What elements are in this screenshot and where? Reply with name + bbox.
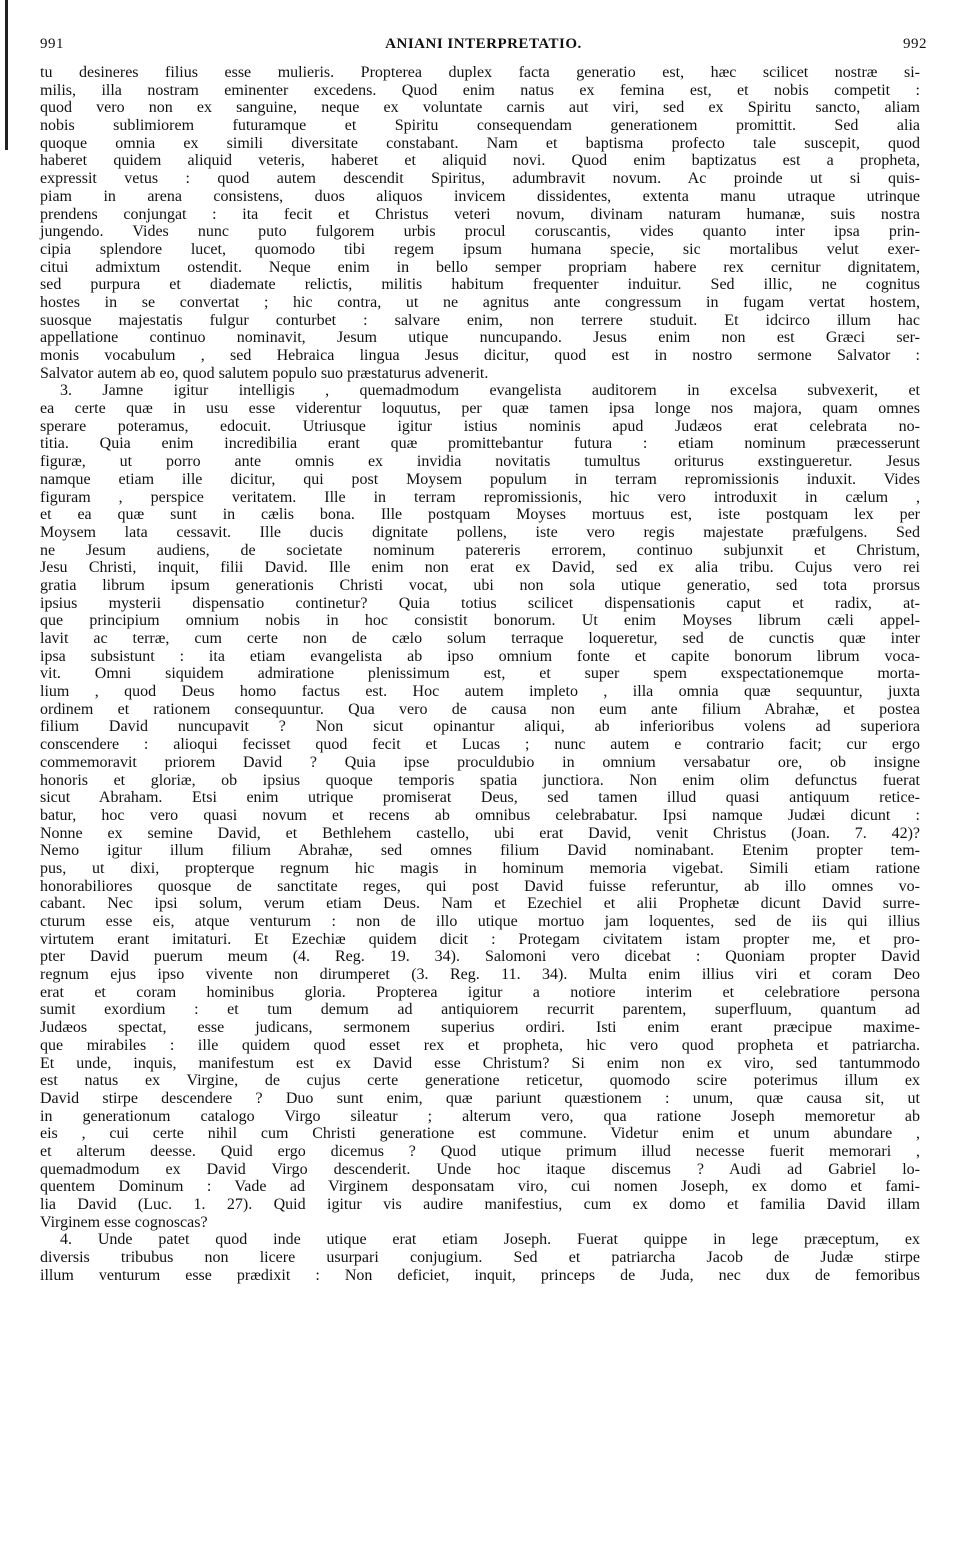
text-line: figuram , perspice veritatem. Ille in terram repromissionis, hic vero introduxit in cælum , (40, 488, 920, 506)
text-line: que mirabiles : ille quidem quod esset rex et propheta, hic vero quod propheta et patriarcha. (40, 1036, 920, 1054)
text-line: ne Jesum audiens, de societate nominum patereris errorem, continuo subjunxit et Christum, (40, 541, 920, 559)
text-line: Salvator autem ab eo, quod salutem populo suo præstaturus advenerit. (40, 364, 489, 382)
text-line: tu desineres filius esse mulieris. Propterea duplex facta generatio est, hæc scilicet nostræ si- (40, 64, 920, 81)
text-line: cipia splendore lucet, quomodo tibi regem ipsum humana specie, sic mortalibus velut exer- (40, 240, 920, 258)
text-line: 3. Jamne igitur intelligis , quemadmodum evangelista auditorem in excelsa subvexerit, et (60, 382, 920, 400)
text-line: ipsius mysterii dispensatio continetur? Quia totius scilicet dispensationis caput et radix, at- (40, 594, 920, 612)
text-line: Judæos spectat, esse judicans, sermonem superius ordiri. Isti enim erant præcipue maxime- (40, 1019, 920, 1037)
text-line: namque etiam ille dicitur, qui post Moysem populum in terram repromissionis induxit. Vides (40, 470, 920, 488)
text-line: regnum ejus ipso vivente non dirumperet (3. Reg. 11. 34). Multa enim illius viri et coram Deo (40, 966, 920, 984)
page-number-left: 991 (40, 36, 64, 52)
text-line: que principium omnium nobis in hoc consistit bonorum. Ut enim Moyses librum cæli appel- (40, 612, 920, 630)
text-line: eis , cui certe nihil cum Christi generatione est commune. Videtur enim et unum abundare , (40, 1125, 920, 1143)
text-line: titia. Quia enim incredibilia erant quæ promittebantur futura : etiam nominum præcesserunt (40, 435, 920, 453)
text-line: Et unde, inquis, manifestum est ex David esse Christum? Si enim non ex viro, sed tantummodo (40, 1054, 920, 1072)
page-number-right: 992 (903, 36, 927, 52)
text-line: figuræ, ut porro ante omnis ex invidia novitatis tumultus oriturus exstingueretur. Jesus (40, 453, 920, 471)
left-margin-rule (5, 0, 8, 150)
text-line: Virginem esse cognoscas? (40, 1213, 208, 1231)
text-line: conscendere : alioqui fecisset quod fecit et Lucas ; nunc autem e contrario facit; cur ergo (40, 736, 920, 754)
text-line: prendens conjungat : ita fecit et Christus veteri novum, divinam naturam humanæ, suis nostra (40, 205, 920, 223)
text-line: haberet quidem aliquid veteris, haberet et aliquid novi. Quod enim baptizatus est a propheta, (40, 152, 920, 170)
text-line: milis, illa nostram eminenter excedens. Quod enim natus ex femina est, et nobis competit : (40, 81, 920, 99)
text-line: sperare poteramus, edocuit. Utriusque igitur istius nominis apud Judæos erat celebrata no- (40, 417, 920, 435)
text-line: honorabiliores quosque de sanctitate reges, qui post David fuisse referuntur, ab illo omnes vo- (40, 877, 920, 895)
text-line: est natus ex Virgine, de cujus certe generatione reticetur, quomodo scire poterimus illum ex (40, 1072, 920, 1090)
text-line: sumit exordium : et tum demum ad antiquiorem recurrit parentem, superfluum, quantum ad (40, 1001, 920, 1019)
text-line: jungendo. Vides nunc puto fulgorem urbis procul coruscantis, vides quanto inter ipsa prin- (40, 223, 920, 241)
text-line: quentem Dominum : Vade ad Virginem desponsatam viro, cui nomen Joseph, ex domo et fami- (40, 1178, 920, 1196)
text-line: batur, hoc vero quasi novum et recens ab omnibus celebrabatur. Ipsi namque Judæi dicunt : (40, 806, 920, 824)
text-line: cturum esse eis, atque venturum : non de illo utique mortuo jam loquentes, sed de iis qui illius (40, 913, 920, 930)
text-line: monis vocabulum , sed Hebraica lingua Jesus dicitur, quod est in nostro sermone Salvator : (40, 347, 920, 364)
text-line: commemoravit priorem David ? Quia ipse proculdubio in omnium versabatur ore, ob insigne (40, 753, 920, 771)
text-line: 4. Unde patet quod inde utique erat etiam Joseph. Fuerat quippe in lege præceptum, ex (60, 1231, 920, 1249)
body-text (40, 64, 920, 1284)
text-line: ordinem et rationem consequuntur. Qua vero de causa non eum ante filium Abrahæ, et postea (40, 700, 920, 718)
text-line: Moysem lata cessavit. Ille ducis dignitate pollens, iste vero regis majestate præfulgens. Sed (40, 523, 920, 541)
text-line: virtutem erant imitaturi. Et Ezechiæ quidem dicit : Protegam civitatem istam propter me, et pro- (40, 930, 920, 948)
text-line: piam in arena consistens, duos aliquos invicem dissidentes, extenta manu utraque utrinque (40, 187, 920, 205)
text-line: filium David nuncupavit ? Non sicut opinantur aliqui, ab inferioribus volens ad superiora (40, 718, 920, 736)
text-line: cabant. Nec ipsi solum, verum etiam Deus. Nam et Ezechiel et alii Prophetæ dicunt David surre- (40, 895, 920, 913)
text-line: quemadmodum ex David Virgo descenderit. Unde hoc itaque discemus ? Audi ad Gabriel lo- (40, 1160, 920, 1178)
text-line: quod vero non ex sanguine, neque ex voluntate carnis aut viri, sed ex Spiritu sancto, aliam (40, 99, 920, 117)
text-line: lavit ac terræ, cum certe non de cælo solum terraque loqueretur, sed de cunctis quæ inter (40, 630, 920, 647)
text-line: lium , quod Deus homo factus est. Hoc autem impleto , illa omnia quæ sequuntur, juxta (40, 683, 920, 701)
text-line: illum venturum esse prædixit : Non deficiet, inquit, princeps de Juda, nec dux de femoribus (40, 1266, 920, 1284)
text-line: nobis sublimiorem futuramque et Spiritu consequendam generationem promittit. Sed alia (40, 117, 920, 135)
text-line: hostes in se convertat ; hic contra, ut ne agnitus ante congressum in fugam vertat hostem, (40, 293, 920, 311)
text-line: expressit vetus : quod autem descendit Spiritus, adumbravit novum. Ac proinde ut si quis- (40, 170, 920, 188)
text-line: in generationum catalogo Virgo sileatur ; alterum vero, qua ratione Joseph memoretur ab (40, 1107, 920, 1125)
running-title: ANIANI INTERPRETATIO. (385, 36, 582, 52)
text-line: appellatione continuo nominavit, Jesum utique nuncupando. Jesus enim non est Græci ser- (40, 329, 920, 347)
text-line: citui admixtum ostendit. Neque enim in bello semper propriam habere rex cernitur dignitatem, (40, 258, 920, 276)
text-line: Nonne ex semine David, et Bethlehem castello, ubi erat David, venit Christus (Joan. 7. 42)? (40, 824, 920, 842)
text-line: sicut Abraham. Etsi enim utrique promiserat Deus, sed tamen illud quasi antiquum retice- (40, 789, 920, 807)
text-line: Jesu Christi, inquit, filii David. Ille enim non erat ex David, sed ex alia tribu. Cujus vero rei (40, 559, 920, 577)
text-line: et ea quæ sunt in cælis bona. Ille postquam Moyses mortuus est, iste postquam lex per (40, 506, 920, 524)
text-line: erat et coram hominibus gloria. Propterea igitur a notiore interim et celebratiore persona (40, 983, 920, 1001)
text-line: ea certe quæ in usu esse viderentur loquutus, per quæ tamen ipsa longe nos majora, quam omnes (40, 400, 920, 418)
text-line: quoque omnia ex simili diversitate constabant. Nam et baptisma profecto tale suscepit, quod (40, 134, 920, 152)
text-line: David stirpe descendere ? Duo sunt enim, quæ pariunt quæstionem : unum, quæ causa sit, ut (40, 1089, 920, 1107)
text-line: pus, ut dixi, propterque regnum hic magis in hominum memoria vigebat. Simili etiam ratione (40, 859, 920, 877)
text-line: honoris et gloriæ, ob ipsius quoque temporis spatia junctiora. Non enim olim defunctus fuerat (40, 771, 920, 789)
text-line: Nemo igitur illum filium Abrahæ, sed omnes filium David nominabant. Etenim propter tem- (40, 842, 920, 860)
text-line: gratia librum ipsum generationis Christi vocat, ubi non sola utique generatio, sed tota prorsus (40, 576, 920, 594)
text-line: diversis tribubus non licere usurpari conjugium. Sed et patriarcha Jacob de Judæ stirpe (40, 1249, 920, 1267)
page-header (40, 36, 927, 56)
text-line: sed purpura et diademate relictis, militis habitum frequenter induitur. Sed illic, ne cognitus (40, 276, 920, 294)
text-line: suosque majestatis fulgur conturbet : salvare enim, non terrere studuit. Et idcirco illum hac (40, 311, 920, 329)
text-line: pter David puerum meum (4. Reg. 19. 34). Salomoni vero dicebat : Quoniam propter David (40, 948, 920, 966)
text-line: vit. Omni siquidem admiratione plenissimum est, et super spem exspectationemque morta- (40, 665, 920, 683)
text-line: ipsa subsistunt : ita etiam evangelista ab ipso omnium fonte et capite bonorum librum voca- (40, 647, 920, 665)
text-line: et alterum deesse. Quid ergo dicemus ? Quod utique primum illud necesse fuerit memorari , (40, 1142, 920, 1160)
text-line: lia David (Luc. 1. 27). Quid igitur vis audire manifestius, cum ex domo et familia David illam (40, 1196, 920, 1213)
